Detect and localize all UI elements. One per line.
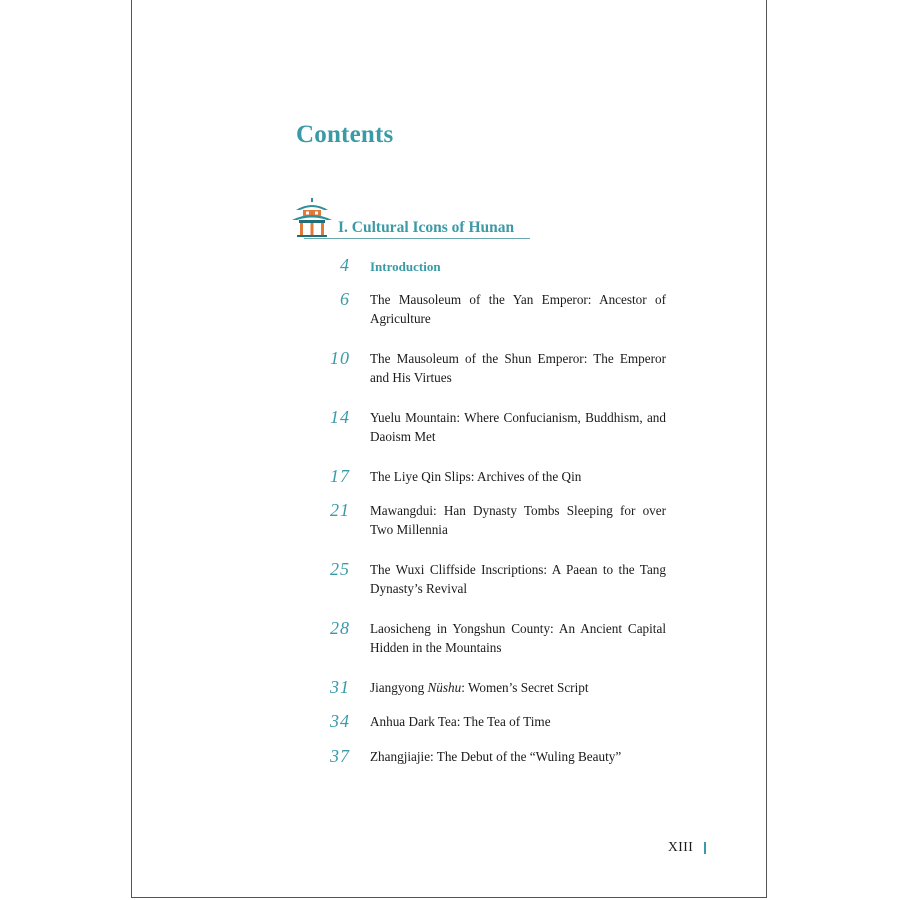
- toc-entry-title: Zhangjiajie: The Debut of the “Wuling Beauty”: [370, 749, 622, 764]
- toc-entry-title: The Mausoleum of the Shun Emperor: The Emperor and His Virtues: [370, 351, 666, 385]
- toc-page-number: 6: [340, 289, 350, 309]
- toc-entry-title: The Liye Qin Slips: Archives of the Qin: [370, 469, 582, 484]
- page-number: XIII: [668, 839, 694, 854]
- toc-page-number: 21: [330, 500, 350, 520]
- toc-page-number: 34: [330, 711, 350, 731]
- toc-entry-title: Introduction: [370, 259, 441, 274]
- toc-page-number: 14: [330, 407, 350, 427]
- toc-entry-title: Yuelu Mountain: Where Confucianism, Buddhism, and Daoism Met: [370, 410, 666, 444]
- toc-entry-title: The Mausoleum of the Yan Emperor: Ancestor of Agriculture: [370, 292, 666, 326]
- toc-entry-title: Jiangyong Nüshu: Women’s Secret Script: [370, 680, 589, 695]
- nushu-term: Nüshu: [427, 680, 462, 695]
- book-page: [131, 0, 767, 898]
- toc-entry-title: The Wuxi Cliffside Inscriptions: A Paean to the Tang Dynasty’s Revival: [370, 562, 666, 596]
- toc-page-number: 28: [330, 618, 350, 638]
- toc-entry-title: Mawangdui: Han Dynasty Tombs Sleeping for over Two Millennia: [370, 503, 666, 537]
- toc-page-number: 25: [330, 559, 350, 579]
- toc-page-number: 17: [330, 466, 350, 486]
- pagoda-icon: [290, 198, 334, 238]
- toc-entry-title: Anhua Dark Tea: The Tea of Time: [370, 714, 551, 729]
- toc-page-number: 31: [330, 677, 350, 697]
- section-heading: [290, 198, 530, 240]
- section-label: I. Cultural Icons of Hunan: [338, 219, 515, 236]
- toc-page-number: 10: [330, 348, 350, 368]
- contents-title: Contents: [296, 121, 394, 148]
- toc-page-number: 4: [340, 255, 350, 275]
- folio-marker: [704, 842, 706, 854]
- toc-page-number: 37: [330, 746, 350, 766]
- toc-entry-title: Laosicheng in Yongshun County: An Ancient Capital Hidden in the Mountains: [370, 621, 666, 655]
- section-underline: [304, 238, 530, 239]
